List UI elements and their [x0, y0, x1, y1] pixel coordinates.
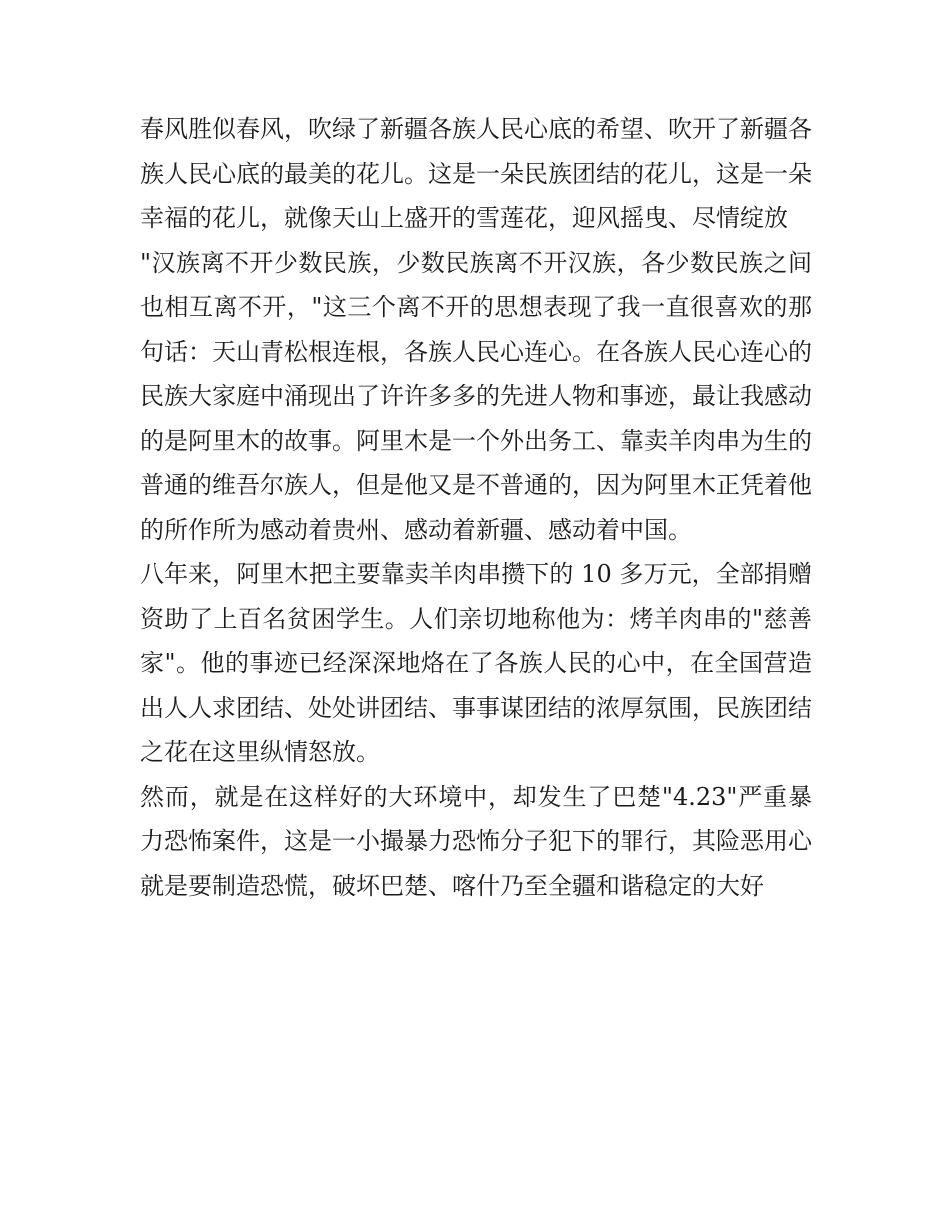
document-body	[140, 107, 812, 908]
paragraph-alimu-charity: 八年来，阿里木把主要靠卖羊肉串攒下的 10 多万元，全部捐赠资助了上百名贫困学生。人们亲切地称他为：烤羊肉串的"慈善家"。他的事迹已经深深地烙在了各族人民的心中，在全国营造出人人求团结、处处讲团结、事事谋团结的浓厚氛围，民族团结之花在这里纵情怒放。	[140, 560, 812, 766]
paragraph-bachu-incident: 然而，就是在这样好的大环境中，却发生了巴楚"4.23"严重暴力恐怖案件，这是一小撮暴力恐怖分子犯下的罪行，其险恶用心就是要制造恐慌，破坏巴楚、喀什乃至全疆和谐稳定的大好	[140, 782, 812, 900]
paragraph-spring-breeze: 春风胜似春风，吹绿了新疆各族人民心底的希望、吹开了新疆各族人民心底的最美的花儿。这是一朵民族团结的花儿，这是一朵幸福的花儿，就像天山上盛开的雪莲花，迎风摇曳、尽情绽放	[140, 115, 812, 232]
paragraph-three-inseparables: "汉族离不开少数民族，少数民族离不开汉族，各少数民族之间也相互离不开，"这三个离不开的思想表现了我一直很喜欢的那句话：天山青松根连根，各族人民心连心。在各族人民心连心的民族大家庭中涌现出了许许多多的先进人物和事迹，最让我感动的是阿里木的故事。阿里木是一个外出务工、靠卖羊肉串为生的普通的维吾尔族人，但是他又是不普通的，因为阿里木正凭着他的所作所为感动着贵州、感动着新疆、感动着中国。	[140, 248, 812, 544]
